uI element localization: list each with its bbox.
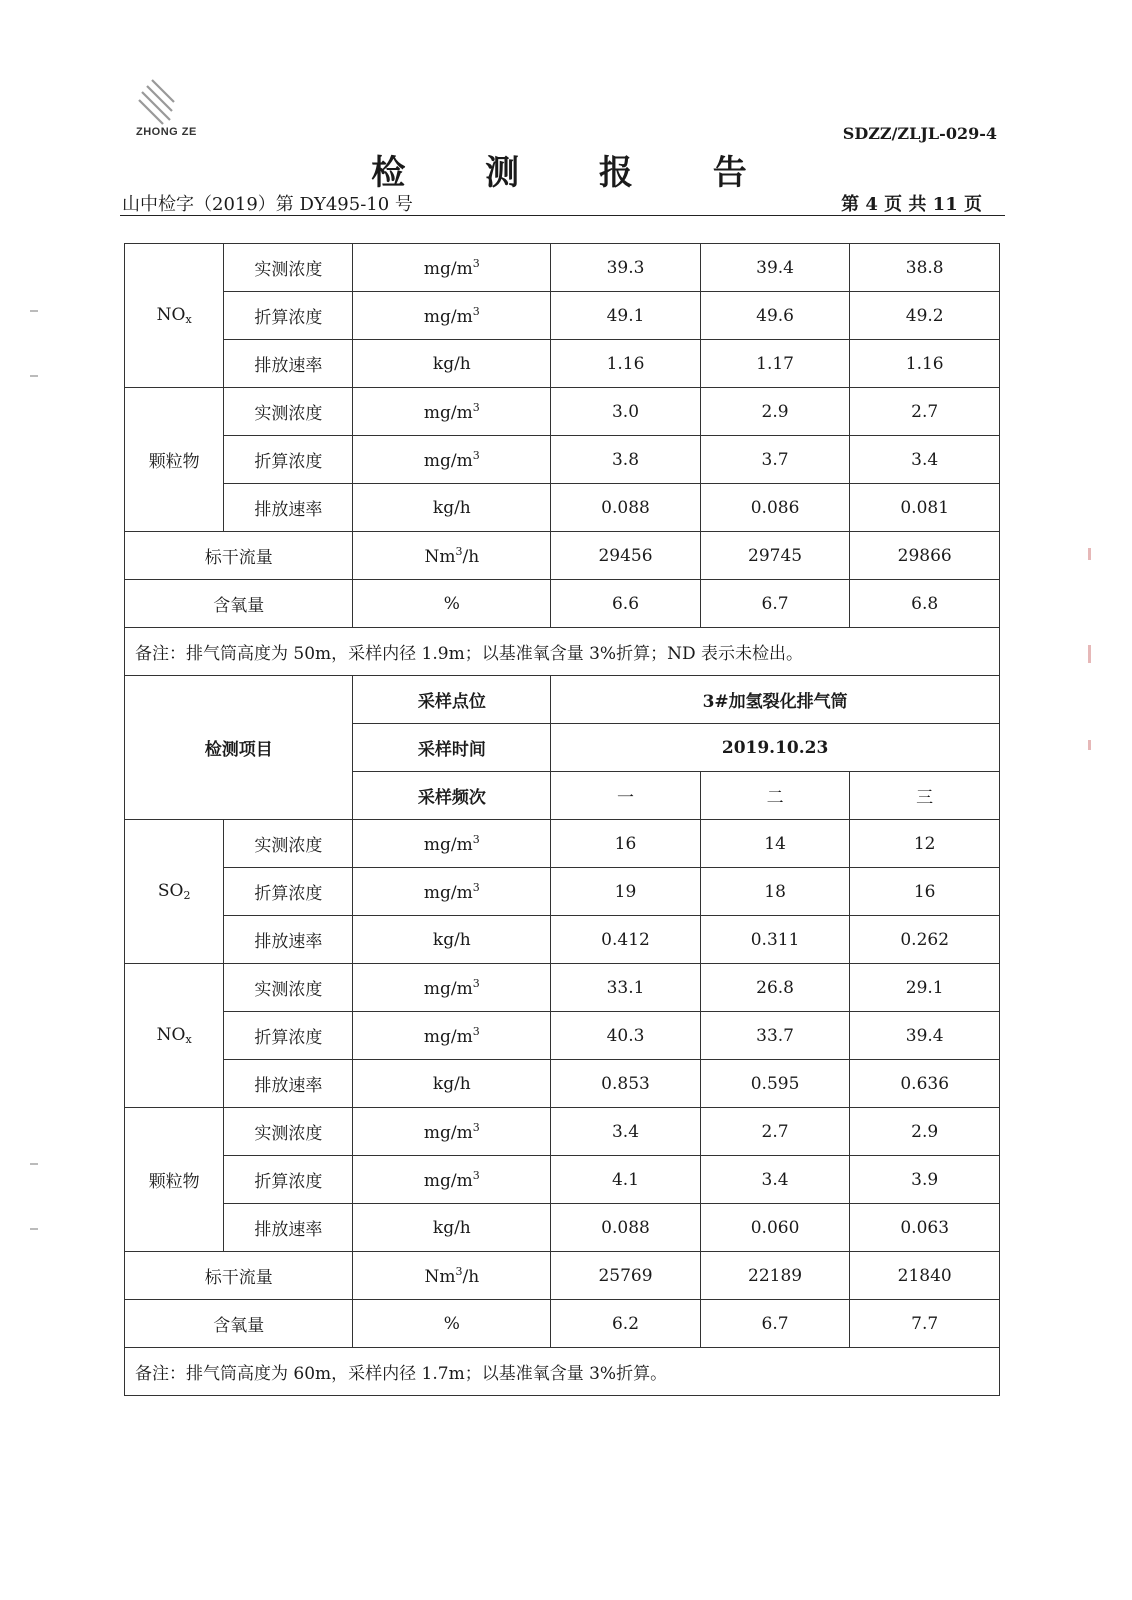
table-row bbox=[125, 1252, 1000, 1300]
value-cell: 0.081 bbox=[850, 484, 1000, 532]
scan-mark bbox=[30, 1228, 38, 1230]
oxygen-label: 含氧量 bbox=[125, 1300, 353, 1348]
flow-label: 标干流量 bbox=[125, 1252, 353, 1300]
metric-cell: 实测浓度 bbox=[224, 388, 353, 436]
value-cell: 16 bbox=[850, 868, 1000, 916]
table-row bbox=[125, 244, 1000, 292]
value-cell: 6.2 bbox=[551, 1300, 701, 1348]
value-cell: 29.1 bbox=[850, 964, 1000, 1012]
document-code: SDZZ/ZLJL-029-4 bbox=[842, 124, 997, 143]
value-cell: 1.16 bbox=[850, 340, 1000, 388]
table-row bbox=[125, 292, 1000, 340]
value-cell: 39.4 bbox=[850, 1012, 1000, 1060]
table-row bbox=[125, 1012, 1000, 1060]
table-row bbox=[125, 1156, 1000, 1204]
value-cell: 18 bbox=[700, 868, 850, 916]
unit-cell: $mg/m^3$ bbox=[353, 1012, 551, 1060]
measurement-table bbox=[124, 243, 1000, 1396]
value-cell: 21840 bbox=[850, 1252, 1000, 1300]
metric-cell: 折算浓度 bbox=[224, 292, 353, 340]
value-cell: 19 bbox=[551, 868, 701, 916]
table-row bbox=[125, 580, 1000, 628]
value-cell: 7.7 bbox=[850, 1300, 1000, 1348]
table-row bbox=[125, 676, 1000, 724]
value-cell: 3.4 bbox=[700, 1156, 850, 1204]
unit-cell: $mg/m^3$ bbox=[353, 820, 551, 868]
value-cell: 0.060 bbox=[700, 1204, 850, 1252]
unit-cell: $mg/m^3$ bbox=[353, 292, 551, 340]
value-cell: 1.16 bbox=[551, 340, 701, 388]
value-cell: 29456 bbox=[551, 532, 701, 580]
value-cell: 49.1 bbox=[551, 292, 701, 340]
time-value: 2019.10.23 bbox=[551, 724, 1000, 772]
item-header: 检测项目 bbox=[125, 676, 353, 820]
metric-cell: 排放速率 bbox=[224, 484, 353, 532]
metric-cell: 排放速率 bbox=[224, 916, 353, 964]
unit-cell: kg/h bbox=[353, 484, 551, 532]
value-cell: 2.9 bbox=[700, 388, 850, 436]
value-cell: 14 bbox=[700, 820, 850, 868]
value-cell: 3.4 bbox=[551, 1108, 701, 1156]
scan-mark bbox=[1088, 740, 1091, 750]
value-cell: 12 bbox=[850, 820, 1000, 868]
page-info: 第 4 页 共 11 页 bbox=[841, 194, 982, 215]
value-cell: 38.8 bbox=[850, 244, 1000, 292]
table-row bbox=[125, 916, 1000, 964]
metric-cell: 折算浓度 bbox=[224, 1012, 353, 1060]
value-cell: 29745 bbox=[700, 532, 850, 580]
value-cell: 49.2 bbox=[850, 292, 1000, 340]
note-cell: 备注：排气筒高度为 50m，采样内径 1.9m；以基准氧含量 3%折算；ND 表示未检出。 bbox=[125, 628, 1000, 676]
value-cell: 49.6 bbox=[700, 292, 850, 340]
value-cell: 2.9 bbox=[850, 1108, 1000, 1156]
value-cell: 39.4 bbox=[700, 244, 850, 292]
header-rule bbox=[120, 215, 1005, 216]
flow-label: 标干流量 bbox=[125, 532, 353, 580]
page-title: 检 测 报 告 bbox=[371, 153, 781, 193]
value-cell: 3.7 bbox=[700, 436, 850, 484]
oxygen-label: 含氧量 bbox=[125, 580, 353, 628]
value-cell: 33.7 bbox=[700, 1012, 850, 1060]
table-row bbox=[125, 436, 1000, 484]
value-cell: 2.7 bbox=[850, 388, 1000, 436]
scan-mark bbox=[30, 1163, 38, 1165]
unit-cell: $mg/m^3$ bbox=[353, 1156, 551, 1204]
table-row bbox=[125, 964, 1000, 1012]
param-cell: 颗粒物 bbox=[125, 388, 224, 532]
value-cell: 3.8 bbox=[551, 436, 701, 484]
table-row bbox=[125, 484, 1000, 532]
table-row bbox=[125, 1348, 1000, 1396]
unit-cell: $mg/m^3$ bbox=[353, 964, 551, 1012]
logo-text: ZHONG ZE bbox=[136, 126, 197, 138]
param-cell: $SO_2$ bbox=[125, 820, 224, 964]
unit-cell: kg/h bbox=[353, 340, 551, 388]
value-cell: 0.086 bbox=[700, 484, 850, 532]
value-cell: 3.9 bbox=[850, 1156, 1000, 1204]
metric-cell: 排放速率 bbox=[224, 1204, 353, 1252]
unit-cell: $mg/m^3$ bbox=[353, 868, 551, 916]
table-row bbox=[125, 1108, 1000, 1156]
value-cell: 2.7 bbox=[700, 1108, 850, 1156]
metric-cell: 折算浓度 bbox=[224, 436, 353, 484]
value-cell: 6.7 bbox=[700, 1300, 850, 1348]
value-cell: 0.311 bbox=[700, 916, 850, 964]
note-cell: 备注：排气筒高度为 60m，采样内径 1.7m；以基准氧含量 3%折算。 bbox=[125, 1348, 1000, 1396]
table-row bbox=[125, 1300, 1000, 1348]
unit-cell: % bbox=[353, 1300, 551, 1348]
table-row bbox=[125, 820, 1000, 868]
value-cell: 6.7 bbox=[700, 580, 850, 628]
freq-cell: 一 bbox=[551, 772, 701, 820]
value-cell: 0.853 bbox=[551, 1060, 701, 1108]
value-cell: 16 bbox=[551, 820, 701, 868]
value-cell: 33.1 bbox=[551, 964, 701, 1012]
value-cell: 0.088 bbox=[551, 484, 701, 532]
table-row bbox=[125, 340, 1000, 388]
table-row bbox=[125, 628, 1000, 676]
value-cell: 39.3 bbox=[551, 244, 701, 292]
value-cell: 6.6 bbox=[551, 580, 701, 628]
unit-cell: kg/h bbox=[353, 1204, 551, 1252]
scan-mark bbox=[1088, 548, 1091, 560]
param-cell: $NO_x$ bbox=[125, 964, 224, 1108]
metric-cell: 实测浓度 bbox=[224, 964, 353, 1012]
value-cell: 1.17 bbox=[700, 340, 850, 388]
value-cell: 3.0 bbox=[551, 388, 701, 436]
unit-cell: $mg/m^3$ bbox=[353, 388, 551, 436]
metric-cell: 实测浓度 bbox=[224, 244, 353, 292]
param-cell: 颗粒物 bbox=[125, 1108, 224, 1252]
unit-cell: Nm$^3$/h bbox=[353, 1252, 551, 1300]
unit-cell: $mg/m^3$ bbox=[353, 1108, 551, 1156]
unit-cell: $mg/m^3$ bbox=[353, 436, 551, 484]
table-row bbox=[125, 388, 1000, 436]
unit-cell: kg/h bbox=[353, 1060, 551, 1108]
value-cell: 6.8 bbox=[850, 580, 1000, 628]
metric-cell: 排放速率 bbox=[224, 340, 353, 388]
metric-cell: 折算浓度 bbox=[224, 1156, 353, 1204]
time-label: 采样时间 bbox=[353, 724, 551, 772]
value-cell: 3.4 bbox=[850, 436, 1000, 484]
scan-mark bbox=[30, 375, 38, 377]
point-label: 采样点位 bbox=[353, 676, 551, 724]
value-cell: 0.063 bbox=[850, 1204, 1000, 1252]
table-row bbox=[125, 1060, 1000, 1108]
report-number: 山中检字（2019）第 DY495-10 号 bbox=[122, 194, 413, 215]
value-cell: 25769 bbox=[551, 1252, 701, 1300]
table-row bbox=[125, 532, 1000, 580]
metric-cell: 实测浓度 bbox=[224, 1108, 353, 1156]
metric-cell: 折算浓度 bbox=[224, 868, 353, 916]
value-cell: 0.636 bbox=[850, 1060, 1000, 1108]
scan-mark bbox=[1088, 645, 1091, 663]
value-cell: 26.8 bbox=[700, 964, 850, 1012]
unit-cell: kg/h bbox=[353, 916, 551, 964]
freq-cell: 二 bbox=[700, 772, 850, 820]
freq-label: 采样频次 bbox=[353, 772, 551, 820]
scan-mark bbox=[30, 310, 38, 312]
metric-cell: 实测浓度 bbox=[224, 820, 353, 868]
unit-cell: $mg/m^3$ bbox=[353, 244, 551, 292]
table-row bbox=[125, 868, 1000, 916]
point-value: 3#加氢裂化排气筒 bbox=[551, 676, 1000, 724]
value-cell: 29866 bbox=[850, 532, 1000, 580]
value-cell: 22189 bbox=[700, 1252, 850, 1300]
freq-cell: 三 bbox=[850, 772, 1000, 820]
value-cell: 0.088 bbox=[551, 1204, 701, 1252]
value-cell: 0.412 bbox=[551, 916, 701, 964]
value-cell: 40.3 bbox=[551, 1012, 701, 1060]
value-cell: 4.1 bbox=[551, 1156, 701, 1204]
param-cell: $NO_x$ bbox=[125, 244, 224, 388]
value-cell: 0.595 bbox=[700, 1060, 850, 1108]
value-cell: 0.262 bbox=[850, 916, 1000, 964]
metric-cell: 排放速率 bbox=[224, 1060, 353, 1108]
table-row bbox=[125, 1204, 1000, 1252]
unit-cell: Nm$^3$/h bbox=[353, 532, 551, 580]
unit-cell: % bbox=[353, 580, 551, 628]
